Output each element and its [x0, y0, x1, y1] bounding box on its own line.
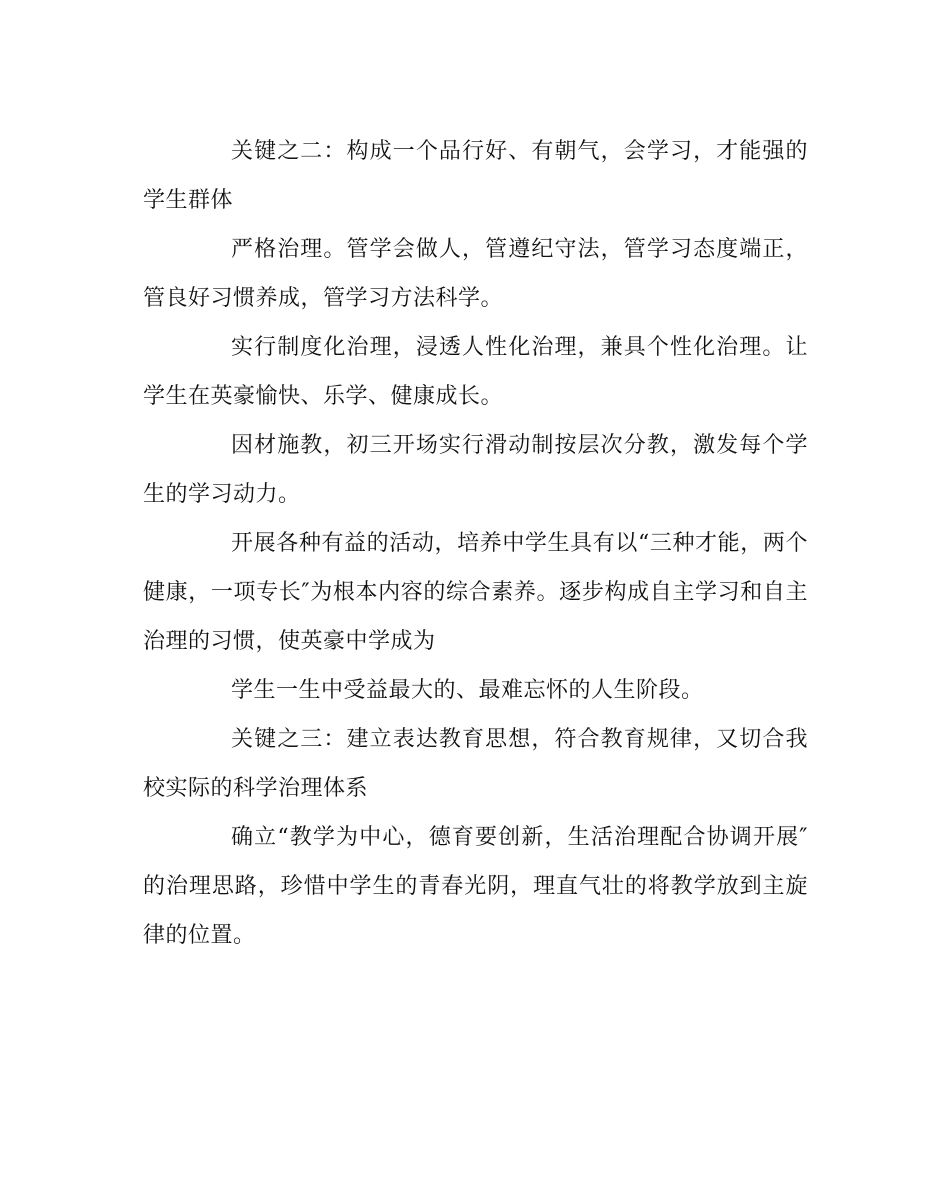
paragraph-tailored-teaching: 因材施教，初三开场实行滑动制按层次分教，激发每个学生的学习动力。 [143, 433, 808, 507]
paragraph-key-two-heading: 关键之二：构成一个品行好、有朝气，会学习，才能强的学生群体 [143, 139, 808, 213]
paragraph-institutional-management: 实行制度化治理，浸透人性化治理，兼具个性化治理。让学生在英豪愉快、乐学、健康成长。 [143, 335, 808, 409]
paragraph-life-stage: 学生一生中受益最大的、最难忘怀的人生阶段。 [231, 678, 704, 703]
document-body [143, 127, 808, 960]
paragraph-strict-management: 严格治理。管学会做人，管遵纪守法，管学习态度端正，管良好习惯养成，管学习方法科学。 [143, 237, 808, 311]
paragraph-management-approach: 确立“教学为中心，德育要创新，生活治理配合协调开展″的治理思路，珍惜中学生的青春光阴，理直气壮的将教学放到主旋律的位置。 [143, 825, 808, 948]
paragraph-key-three-heading: 关键之三：建立表达教育思想，符合教育规律，又切合我校实际的科学治理体系 [143, 727, 808, 801]
paragraph-activities: 开展各种有益的活动，培养中学生具有以“三种才能，两个健康，一项专长″为根本内容的综合素养。逐步构成自主学习和自主治理的习惯，使英豪中学成为 [143, 531, 808, 654]
